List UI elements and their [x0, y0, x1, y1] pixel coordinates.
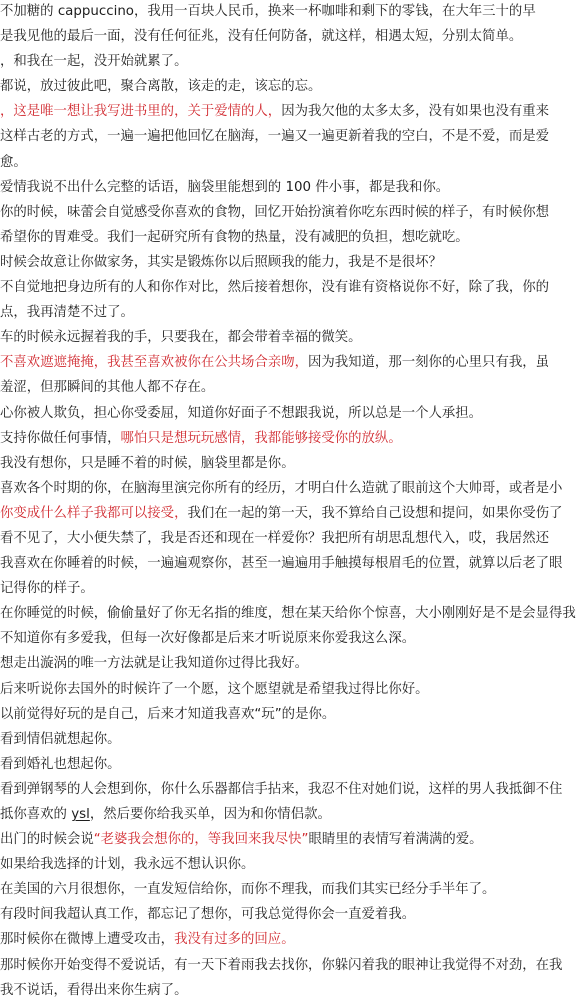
text-line [0, 728, 556, 753]
text-segment: 羞涩，但那瞬间的其他人都不存在。 [0, 380, 215, 396]
text-segment: 看不见了，大小便失禁了，我是否还和现在一样爱你？我把所有胡思乱想代入，哎，我居然还 [0, 530, 550, 546]
text-line [0, 351, 556, 376]
highlighted-text: ，这是唯一想让我写进书里的，关于爱情的人， [0, 104, 282, 120]
text-line [0, 276, 556, 301]
text-line [0, 50, 556, 75]
text-segment: 看到情侣就想起你。 [0, 731, 121, 747]
text-segment: 在美国的六月很想你，一直发短信给你，而你不理我，而我们其实已经分手半年了。 [0, 882, 496, 898]
text-line [0, 376, 556, 401]
text-line [0, 602, 576, 627]
text-line [0, 251, 556, 276]
text-line [0, 125, 556, 150]
text-line [0, 903, 556, 928]
text-segment: 你的时候，味蕾会自觉感受你喜欢的食物，回忆开始扮演着你吃东西时候的样子，有时候你想 [0, 204, 550, 220]
text-line [0, 0, 556, 25]
text-segment: 有段时间我超认真工作，都忘记了想你，可我总觉得你会一直爱着我。 [0, 907, 416, 923]
text-line [0, 928, 556, 953]
text-segment: ysl [71, 807, 90, 822]
text-segment: 看到婚礼也想起你。 [0, 756, 121, 772]
text-segment: 点，我再清楚不过了。 [0, 305, 134, 321]
text-segment: 是我见他的最后一面，没有任何征兆，没有任何防备，就这样，相遇太短，分别太简单。 [0, 29, 523, 45]
text-segment: 因为我欠他的太多太多，没有如果也没有重来 [281, 104, 550, 120]
text-line [0, 803, 556, 828]
text-segment: 我们在一起的第一天，我不算给自己设想和提问，如果你受伤了 [187, 505, 563, 521]
text-segment: 都说，放过彼此吧，聚合离散，该走的走，该忘的忘。 [0, 79, 322, 95]
text-segment: 看到弹钢琴的人会想到你，你什么乐器都信手拈来，我忍不住对她们说，这样的男人我抵御不住 [0, 781, 563, 797]
text-segment: 出门的时候会说 [0, 832, 94, 848]
highlighted-text: 我没有过多的回应。 [174, 932, 295, 948]
text-segment: ，然后要你给我买单，因为和你情侣款。 [89, 807, 331, 822]
text-line [0, 853, 556, 878]
text-segment: 那时候你开始变得不爱说话，有一天下着雨我去找你，你躲闪着我的眼神让我觉得不对劲，在我 [0, 957, 563, 973]
text-segment: 希望你的胃难受。我们一起研究所有食物的热量，没有减肥的负担，想吃就吃。 [0, 229, 469, 245]
text-segment: 我没有想你，只是睡不着的时候，脑袋里都是你。 [0, 455, 295, 471]
text-segment: 那时候你在微博上遭受攻击， [0, 932, 175, 948]
text-line [0, 176, 556, 201]
text-line [0, 502, 563, 527]
text-line [0, 979, 556, 1004]
text-line [0, 477, 563, 502]
text-segment: 车的时候永远握着我的手，只要我在，都会带着幸福的微笑。 [0, 330, 362, 346]
text-line [0, 527, 556, 552]
text-line [0, 452, 556, 477]
text-segment: 喜欢各个时期的你，在脑海里演完你所有的经历，才明白什么造就了眼前这个大帅哥，或者是小 [0, 480, 563, 496]
highlighted-text: 你变成什么样子我都可以接受， [0, 505, 188, 521]
text-segment: 因为我知道，那一刻你的心里只有我，虽 [307, 355, 550, 371]
text-line [0, 25, 556, 50]
text-line [0, 652, 556, 677]
text-line [0, 301, 556, 326]
text-line [0, 954, 563, 979]
text-segment: 以前觉得好玩的是自己，后来才知道我喜欢“玩”的是你。 [0, 706, 336, 722]
text-segment: ，和我在一起，没开始就累了。 [0, 54, 188, 70]
text-segment: 不自觉地把身边所有的人和你作对比，然后接着想你，没有谁有资格说你不好，除了我，你的 [0, 280, 550, 296]
text-segment: 我不说话，看得出来你生病了。 [0, 982, 188, 998]
text-line [0, 151, 556, 176]
text-segment: 不知道你有多爱我，但每一次好像都是后来才听说原来你爱我这么深。 [0, 631, 416, 647]
text-segment: 这样古老的方式，一遍一遍把他回忆在脑海，一遍又一遍更新着我的空白，不是不爱，而是爱 [0, 129, 550, 145]
text-line [0, 100, 556, 125]
text-line [0, 75, 556, 100]
text-line [0, 552, 563, 577]
text-line [0, 878, 556, 903]
text-line [0, 577, 556, 602]
text-segment: 心你被人欺负，担心你受委屈，知道你好面子不想跟我说，所以总是一个人承担。 [0, 405, 483, 421]
text-line [0, 427, 556, 452]
highlighted-text: “老婆我会想你的，等我回来我尽快” [93, 832, 309, 848]
text-line [0, 627, 556, 652]
text-segment: 想走出漩涡的唯一方法就是让我知道你过得比我好。 [0, 656, 308, 672]
highlighted-text: 不喜欢遮遮掩掩，我甚至喜欢被你在公共场合亲吻， [0, 355, 308, 371]
text-segment: 我喜欢在你睡着的时候，一遍遍观察你，甚至一遍遍用手触摸每根眉毛的位置，就算以后老了眼 [0, 556, 563, 572]
text-segment: 记得你的样子。 [0, 581, 94, 597]
text-segment: 爱情我说不出什么完整的话语，脑袋里能想到的 100 件小事，都是我和你。 [0, 179, 450, 195]
text-line [0, 678, 556, 703]
text-line [0, 703, 556, 728]
highlighted-text: 哪怕只是想玩玩感情，我都能够接受你的放纵。 [120, 430, 402, 446]
text-segment: 时候会故意让你做家务，其实是锻炼你以后照顾我的能力，我是不是很坏？ [0, 254, 442, 270]
text-segment: 愈。 [0, 154, 27, 170]
text-line [0, 778, 563, 803]
text-segment: 如果给我选择的计划，我永远不想认识你。 [0, 857, 255, 873]
text-line [0, 828, 556, 853]
text-line [0, 226, 556, 251]
text-line [0, 402, 556, 427]
text-segment: 眼睛里的表情写着满满的爱。 [308, 832, 483, 848]
text-segment: 不加糖的 cappuccino，我用一百块人民币，换来一杯咖啡和剩下的零钱，在大年三十的早 [0, 4, 536, 19]
text-segment: 后来听说你去国外的时候许了一个愿，这个愿望就是希望我过得比你好。 [0, 681, 429, 697]
text-segment: 在你睡觉的时候，偷偷量好了你无名指的维度，想在某天给你个惊喜，大小刚刚好是不是会显得我 [0, 606, 576, 622]
text-line [0, 201, 556, 226]
text-segment: 抵你喜欢的 [0, 807, 72, 822]
text-segment: 支持你做任何事情， [0, 430, 121, 446]
text-line [0, 753, 556, 778]
text-line [0, 326, 556, 351]
